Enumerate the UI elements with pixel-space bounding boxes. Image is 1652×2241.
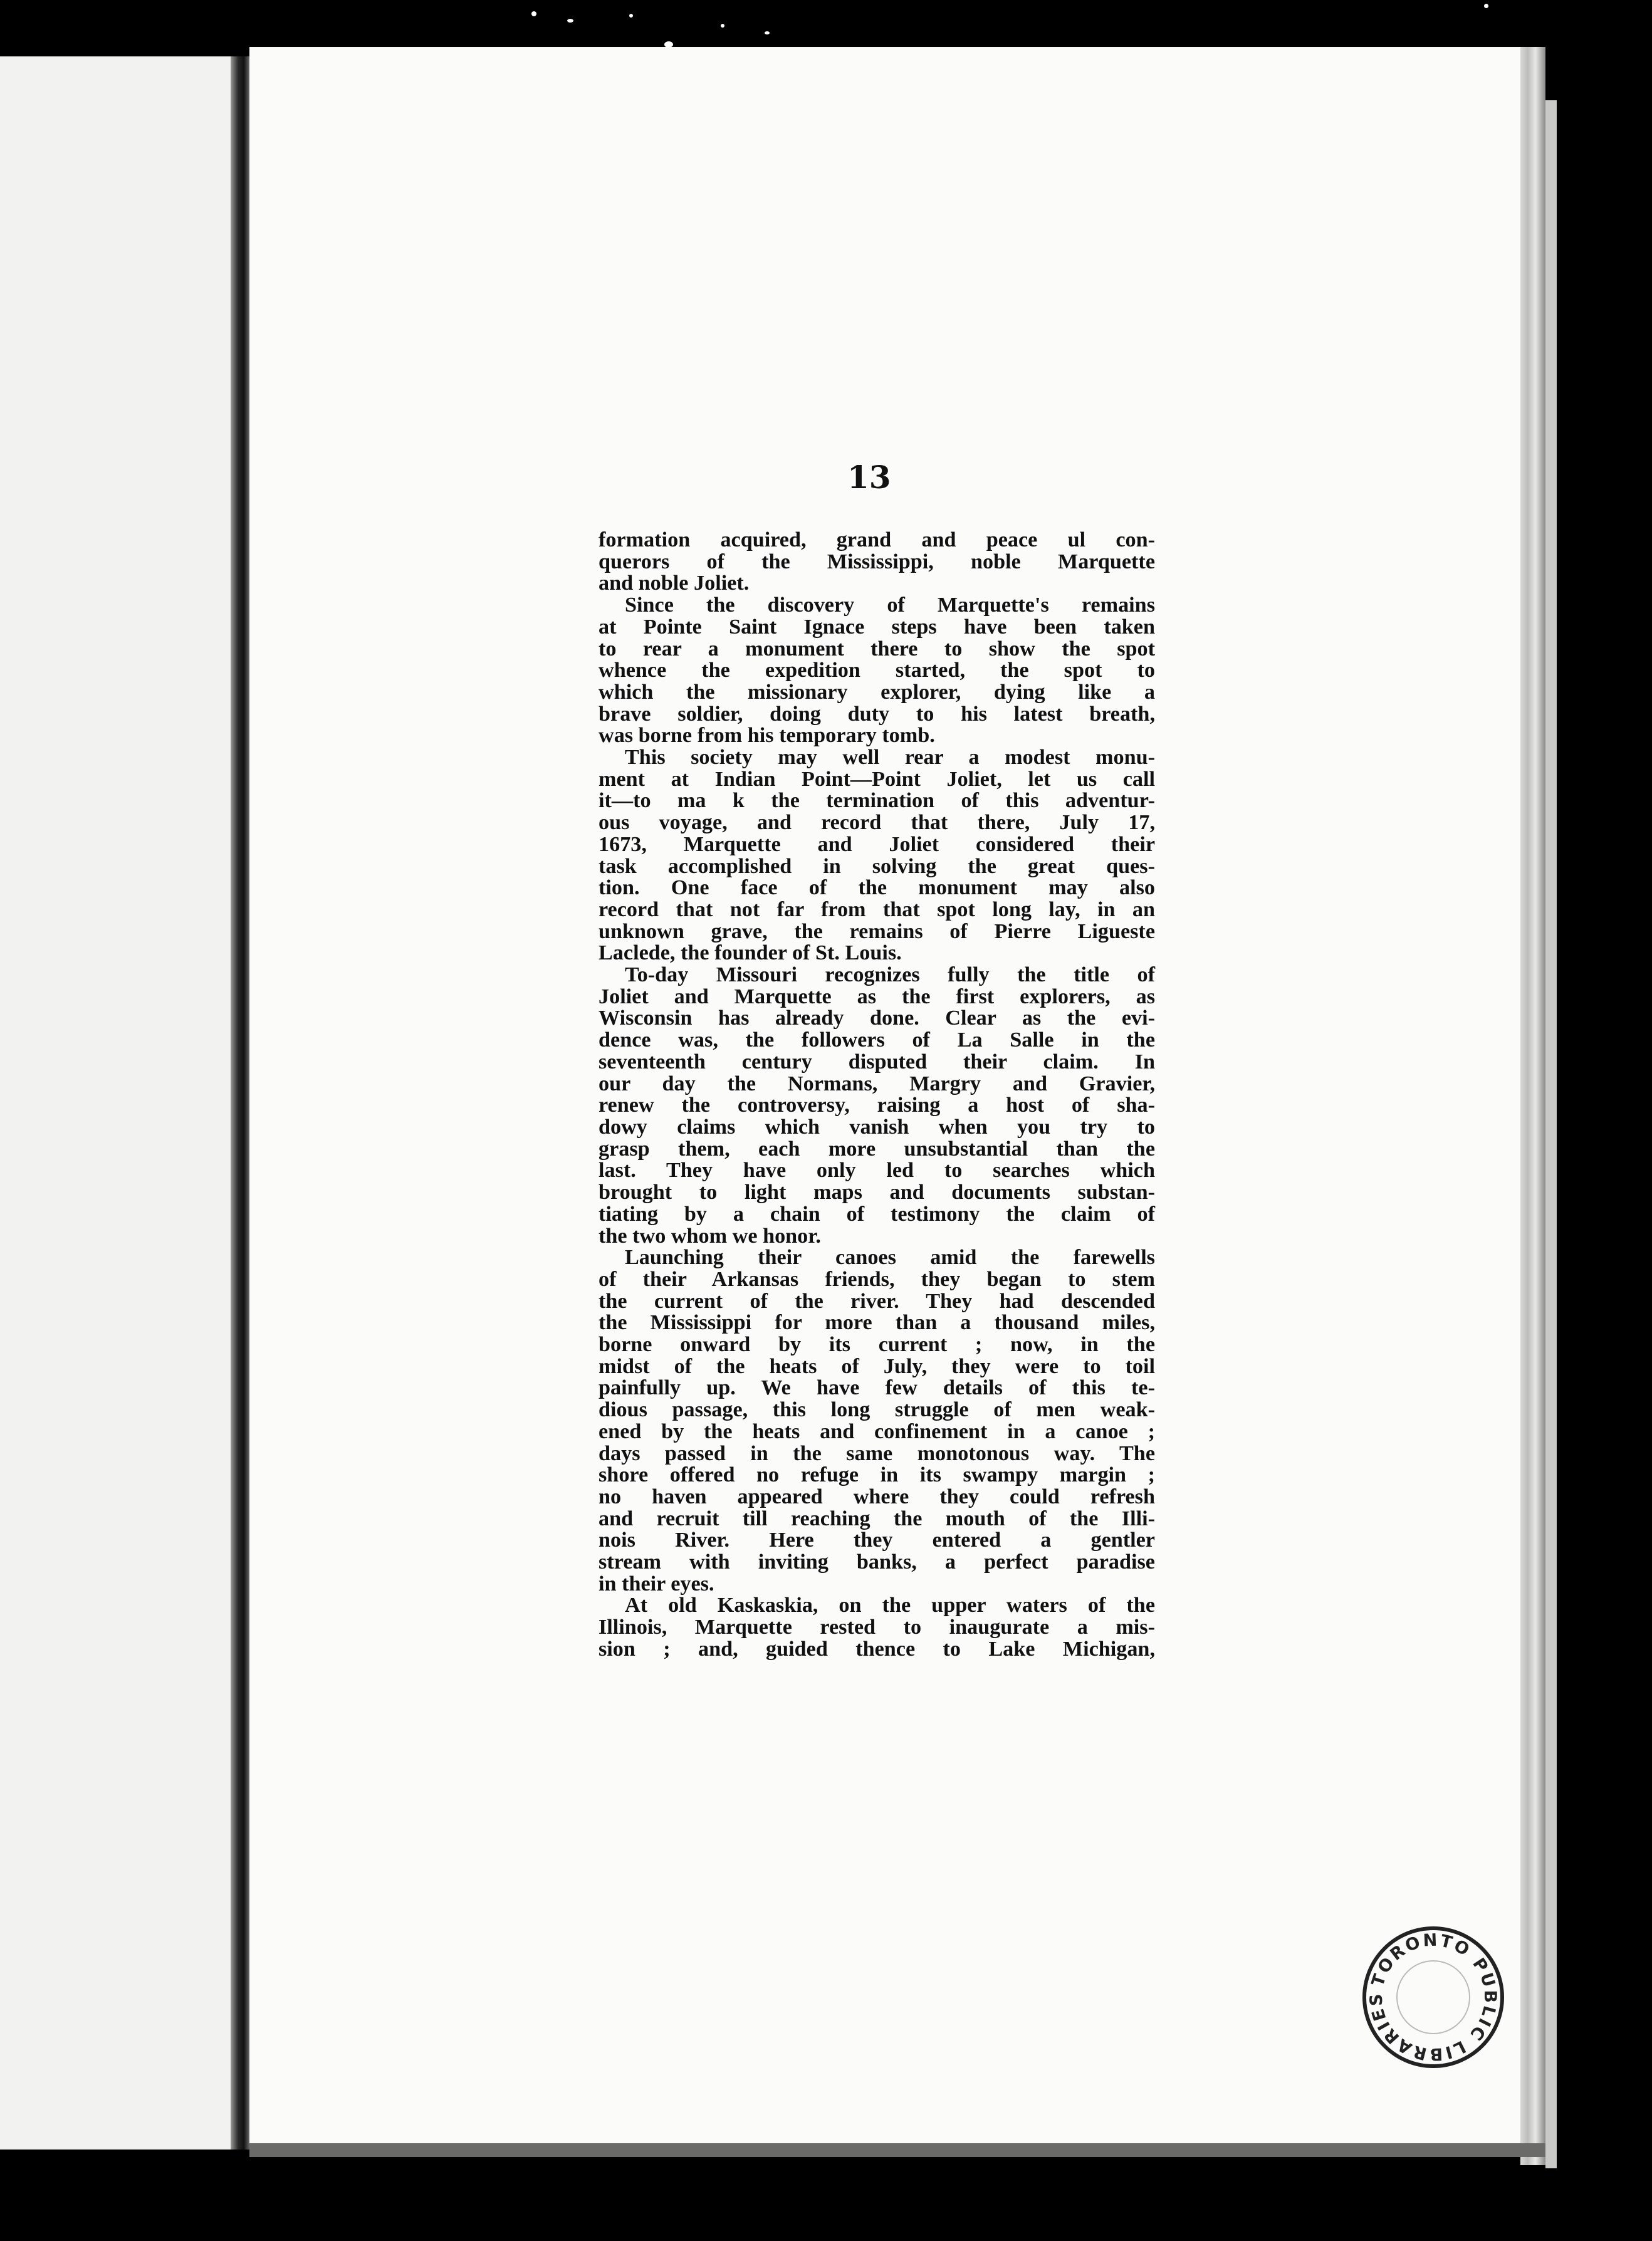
scan-speck bbox=[721, 24, 724, 28]
text-line: whence the expedition started, the spot to bbox=[599, 659, 1155, 682]
text-line: ment at Indian Point—Point Joliet, let us call bbox=[599, 767, 1155, 791]
text-line: ous voyage, and record that there, July 17, bbox=[599, 811, 1155, 835]
text-line: days passed in the same monotonous way. The bbox=[599, 1441, 1155, 1465]
text-line: To-day Missouri recognizes fully the title of bbox=[625, 963, 1155, 987]
text-line: ened by the heats and confinement in a canoe ; bbox=[599, 1419, 1155, 1443]
text-line: and noble Joliet. bbox=[599, 572, 750, 595]
text-line: Laclede, the founder of St. Louis. bbox=[599, 941, 902, 965]
text-line: querors of the Mississippi, noble Marquette bbox=[599, 550, 1155, 573]
book-gutter bbox=[231, 56, 249, 2150]
text-line: stream with inviting banks, a perfect paradise bbox=[599, 1550, 1155, 1574]
text-line: record that not far from that spot long lay, in an bbox=[599, 897, 1155, 921]
library-stamp bbox=[1361, 1925, 1505, 2069]
body-text bbox=[599, 530, 1155, 1661]
text-line: seventeenth century disputed their claim. In bbox=[599, 1050, 1155, 1073]
text-line: of their Arkansas friends, they began to stem bbox=[599, 1267, 1155, 1291]
page-number: 13 bbox=[847, 459, 891, 496]
text-line: borne onward by its current ; now, in the bbox=[599, 1333, 1155, 1357]
page-edge bbox=[1520, 47, 1545, 2165]
scan-speck bbox=[664, 41, 673, 48]
text-line: midst of the heats of July, they were to toil bbox=[599, 1354, 1155, 1378]
text-line: was borne from his temporary tomb. bbox=[599, 724, 935, 748]
text-line: renew the controversy, raising a host of sha- bbox=[599, 1094, 1155, 1117]
text-line: the current of the river. They had descended bbox=[599, 1289, 1155, 1313]
text-line: sion ; and, guided thence to Lake Michigan, bbox=[599, 1637, 1155, 1661]
text-line: the two whom we honor. bbox=[599, 1224, 821, 1248]
text-line: Wisconsin has already done. Clear as the evi- bbox=[599, 1006, 1155, 1030]
text-line: shore offered no refuge in its swampy margin ; bbox=[599, 1463, 1155, 1487]
text-line: it—to ma k the termination of this adventur- bbox=[599, 789, 1155, 813]
text-line: This society may well rear a modest monu- bbox=[625, 746, 1155, 770]
svg-text:TORONTO PUBLIC LIBRARIES bbox=[1367, 1931, 1500, 2064]
text-line: Joliet and Marquette as the first explorers, as bbox=[599, 985, 1155, 1008]
text-line: at Pointe Saint Ignace steps have been taken bbox=[599, 615, 1155, 639]
scan-speck bbox=[629, 14, 633, 18]
text-line: At old Kaskaskia, on the upper waters of the bbox=[625, 1594, 1155, 1617]
text-line: no haven appeared where they could refresh bbox=[599, 1485, 1155, 1508]
text-line: unknown grave, the remains of Pierre Ligueste bbox=[599, 919, 1155, 943]
text-line: dence was, the followers of La Salle in the bbox=[599, 1028, 1155, 1052]
text-line: and recruit till reaching the mouth of the Illi- bbox=[599, 1507, 1155, 1530]
text-line: tion. One face of the monument may also bbox=[599, 876, 1155, 900]
text-line: dious passage, this long struggle of men weak- bbox=[599, 1398, 1155, 1422]
text-line: last. They have only led to searches which bbox=[599, 1159, 1155, 1183]
text-line: grasp them, each more unsubstantial than the bbox=[599, 1137, 1155, 1161]
text-line: the Mississippi for more than a thousand miles, bbox=[599, 1311, 1155, 1335]
page-edge bbox=[1545, 100, 1557, 2168]
text-line: to rear a monument there to show the spot bbox=[599, 637, 1155, 661]
text-line: painfully up. We have few details of this te- bbox=[599, 1376, 1155, 1400]
text-line: 1673, Marquette and Joliet considered their bbox=[599, 832, 1155, 856]
text-line: Since the discovery of Marquette's remains bbox=[625, 593, 1155, 617]
text-line: tiating by a chain of testimony the claim of bbox=[599, 1202, 1155, 1226]
text-line: in their eyes. bbox=[599, 1572, 714, 1596]
text-line: formation acquired, grand and peace ul con- bbox=[599, 528, 1155, 551]
text-line: our day the Normans, Margry and Gravier, bbox=[599, 1072, 1155, 1095]
stamp-text: TORONTO PUBLIC LIBRARIES bbox=[1366, 1930, 1500, 2064]
scan-speck bbox=[531, 11, 536, 16]
text-line: task accomplished in solving the great ques- bbox=[599, 854, 1155, 878]
text-line: Launching their canoes amid the farewells bbox=[625, 1246, 1155, 1270]
scan-speck bbox=[567, 19, 573, 23]
text-line: nois River. Here they entered a gentler bbox=[599, 1528, 1155, 1552]
page-bottom-edge bbox=[249, 2143, 1545, 2157]
text-line: which the missionary explorer, dying like a bbox=[599, 680, 1155, 704]
text-line: brave soldier, doing duty to his latest breath, bbox=[599, 702, 1155, 726]
scan-speck bbox=[1484, 4, 1488, 8]
scan-speck bbox=[765, 31, 770, 34]
text-line: Illinois, Marquette rested to inaugurate a mis- bbox=[599, 1616, 1155, 1639]
text-line: dowy claims which vanish when you try to bbox=[599, 1115, 1155, 1139]
left-facing-page bbox=[0, 56, 238, 2150]
text-line: brought to light maps and documents substan- bbox=[599, 1181, 1155, 1204]
